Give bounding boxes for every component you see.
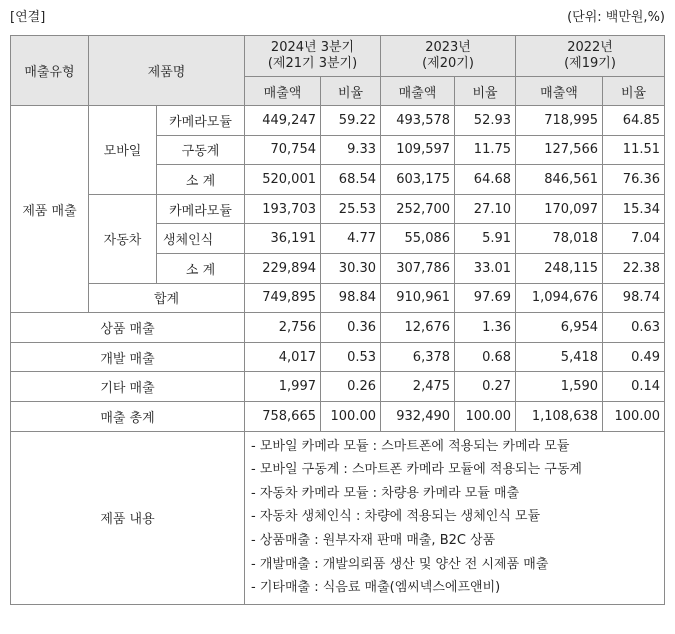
cell-value: 1,590: [516, 372, 603, 402]
header-period-2023: [381, 36, 516, 77]
cell-value: 59.22: [321, 106, 381, 136]
cell-value: 109,597: [381, 135, 455, 165]
cell-value: 2,475: [381, 372, 455, 402]
cell-value: 248,115: [516, 253, 603, 283]
cell-value: 307,786: [381, 253, 455, 283]
description-notes: [245, 431, 665, 604]
cell-value: 11.51: [603, 135, 665, 165]
cell-value: 170,097: [516, 194, 603, 224]
cell-value: 68.54: [321, 165, 381, 195]
period-year: 2022년: [567, 40, 613, 55]
cell-value: 30.30: [321, 253, 381, 283]
header-period-2024q3: [245, 36, 381, 77]
cell-value: 98.74: [603, 283, 665, 313]
header-ratio: 비율: [603, 77, 665, 106]
cell-value: 9.33: [321, 135, 381, 165]
period-year: 2023년: [425, 40, 471, 55]
cell-value: 1,108,638: [516, 401, 603, 431]
note-line: - 상품매출 : 원부자재 판매 매출, B2C 상품: [251, 532, 496, 548]
table-row: [11, 342, 665, 372]
cell-value: 0.49: [603, 342, 665, 372]
header-product-name: 제품명: [89, 36, 245, 106]
note-line: - 개발매출 : 개발의뢰품 생산 및 양산 전 시제품 매출: [251, 556, 549, 572]
table-row: [11, 283, 665, 313]
cell-value: 78,018: [516, 224, 603, 254]
row-name: 개발 매출: [11, 342, 245, 372]
period-term: (제21기 3분기): [267, 56, 358, 71]
description-label: 제품 내용: [11, 431, 245, 604]
cell-value: 55,086: [381, 224, 455, 254]
description-row: [11, 431, 665, 604]
table-row: [11, 313, 665, 343]
row-name: 카메라모듈: [157, 194, 245, 224]
header-sales: 매출액: [245, 77, 321, 106]
note-line: - 기타매출 : 식음료 매출(엠씨넥스에프앤비): [251, 580, 501, 596]
cell-value: 193,703: [245, 194, 321, 224]
cell-value: 52.93: [455, 106, 516, 136]
note-line: - 자동차 생체인식 : 차량에 적용되는 생체인식 모듈: [251, 509, 541, 525]
header-period-2022: [516, 36, 665, 77]
cell-value: 98.84: [321, 283, 381, 313]
mobile-label: 모바일: [89, 106, 157, 195]
cell-value: 449,247: [245, 106, 321, 136]
row-name: 생체인식: [157, 224, 245, 254]
cell-value: 520,001: [245, 165, 321, 195]
consolidated-label: [연결]: [10, 10, 46, 25]
cell-value: 718,995: [516, 106, 603, 136]
cell-value: 1,094,676: [516, 283, 603, 313]
cell-value: 229,894: [245, 253, 321, 283]
cell-value: 0.27: [455, 372, 516, 402]
cell-value: 603,175: [381, 165, 455, 195]
header-ratio: 비율: [321, 77, 381, 106]
row-name: 상품 매출: [11, 313, 245, 343]
cell-value: 4.77: [321, 224, 381, 254]
period-term: (제20기): [422, 56, 474, 71]
auto-label: 자동차: [89, 194, 157, 283]
table-row: [11, 194, 665, 224]
cell-value: 252,700: [381, 194, 455, 224]
note-line: - 모바일 카메라 모듈 : 스마트폰에 적용되는 카메라 모듈: [251, 438, 570, 454]
cell-value: 25.53: [321, 194, 381, 224]
cell-value: 15.34: [603, 194, 665, 224]
table-row: [11, 372, 665, 402]
cell-value: 6,954: [516, 313, 603, 343]
cell-value: 1,997: [245, 372, 321, 402]
sales-table: [10, 35, 665, 605]
header-sales: 매출액: [516, 77, 603, 106]
note-line: - 모바일 구동계 : 스마트폰 카메라 모듈에 적용되는 구동계: [251, 462, 582, 478]
unit-label: (단위: 백만원,%): [567, 10, 665, 25]
cell-value: 22.38: [603, 253, 665, 283]
cell-value: 100.00: [603, 401, 665, 431]
period-term: (제19기): [564, 56, 616, 71]
cell-value: 0.63: [603, 313, 665, 343]
row-name: 카메라모듈: [157, 106, 245, 136]
cell-value: 76.36: [603, 165, 665, 195]
cell-value: 1.36: [455, 313, 516, 343]
header-ratio: 비율: [455, 77, 516, 106]
cell-value: 0.68: [455, 342, 516, 372]
row-name: 구동계: [157, 135, 245, 165]
row-name: 기타 매출: [11, 372, 245, 402]
cell-value: 64.68: [455, 165, 516, 195]
cell-value: 100.00: [321, 401, 381, 431]
row-name: 소 계: [157, 253, 245, 283]
table-row: [11, 401, 665, 431]
cell-value: 846,561: [516, 165, 603, 195]
cell-value: 100.00: [455, 401, 516, 431]
cell-value: 0.53: [321, 342, 381, 372]
cell-value: 97.69: [455, 283, 516, 313]
cell-value: 33.01: [455, 253, 516, 283]
cell-value: 36,191: [245, 224, 321, 254]
row-name: 합계: [89, 283, 245, 313]
cell-value: 27.10: [455, 194, 516, 224]
cell-value: 5.91: [455, 224, 516, 254]
header-sales: 매출액: [381, 77, 455, 106]
cell-value: 2,756: [245, 313, 321, 343]
cell-value: 5,418: [516, 342, 603, 372]
cell-value: 4,017: [245, 342, 321, 372]
cell-value: 0.26: [321, 372, 381, 402]
cell-value: 758,665: [245, 401, 321, 431]
note-line: - 자동차 카메라 모듈 : 차량용 카메라 모듈 매출: [251, 485, 520, 501]
period-year: 2024년 3분기: [270, 40, 355, 55]
cell-value: 11.75: [455, 135, 516, 165]
cell-value: 70,754: [245, 135, 321, 165]
table-row: [11, 106, 665, 136]
cell-value: 127,566: [516, 135, 603, 165]
cell-value: 493,578: [381, 106, 455, 136]
product-sales-label: 제품 매출: [11, 106, 89, 313]
cell-value: 6,378: [381, 342, 455, 372]
cell-value: 749,895: [245, 283, 321, 313]
cell-value: 932,490: [381, 401, 455, 431]
cell-value: 7.04: [603, 224, 665, 254]
cell-value: 0.14: [603, 372, 665, 402]
header-sales-type: 매출유형: [11, 36, 89, 106]
cell-value: 12,676: [381, 313, 455, 343]
cell-value: 910,961: [381, 283, 455, 313]
row-name: 매출 총계: [11, 401, 245, 431]
row-name: 소 계: [157, 165, 245, 195]
cell-value: 0.36: [321, 313, 381, 343]
cell-value: 64.85: [603, 106, 665, 136]
